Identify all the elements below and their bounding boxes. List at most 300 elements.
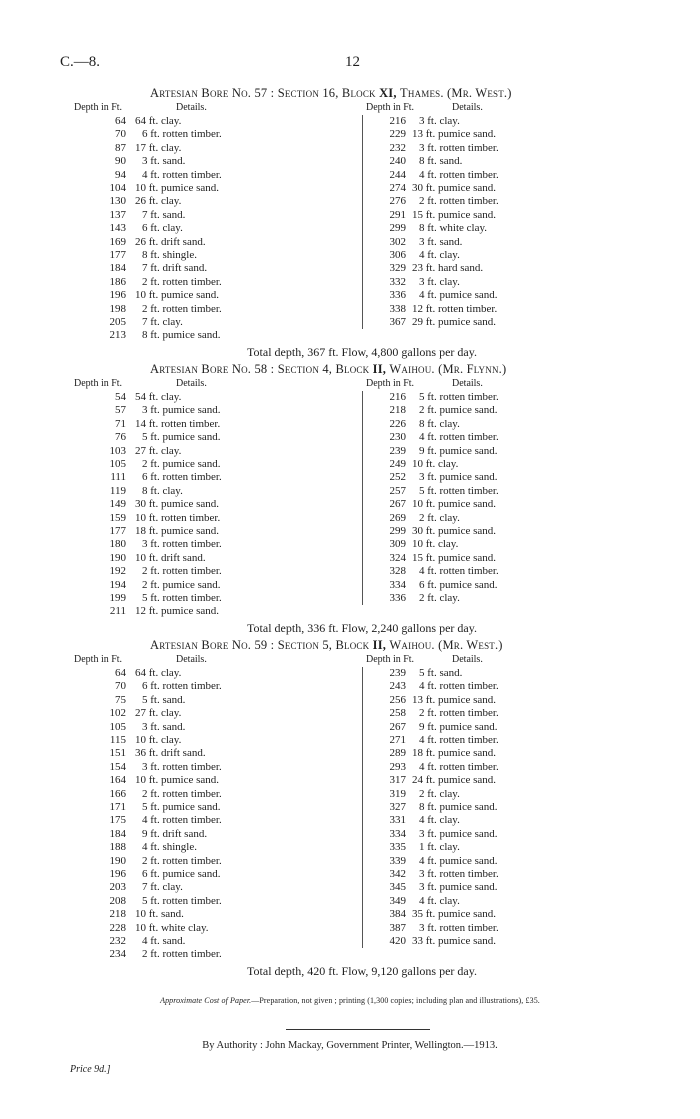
depth-value: 184 [109,262,126,275]
depth-value: 188 [109,841,126,854]
depth-value: 332 [389,275,406,288]
stratum-detail: 8 ft. sand. [419,155,463,168]
stratum-detail: 4 ft. clay. [419,894,460,907]
depth-value: 70 [115,128,126,141]
stratum-detail: 6 ft. rotten timber. [142,680,222,693]
depth-value: 103 [109,444,126,457]
stratum-detail: 14 ft. rotten timber. [135,417,221,430]
depth-value: 196 [109,289,126,302]
table-row [0,605,360,618]
stratum-detail: 3 ft. rotten timber. [419,141,499,154]
table-row [0,169,700,182]
depth-value: 342 [389,868,406,880]
stratum-detail: 5 ft. sand. [419,667,463,679]
depth-value: 306 [389,249,406,261]
stratum-detail: 27 ft. clay. [135,707,182,720]
stratum-detail: 3 ft. rotten timber. [142,760,222,773]
bore-place: Waihou. [389,362,435,376]
document-reference: C.—8. [60,54,101,70]
stratum-detail: 7 ft. sand. [142,208,186,221]
depth-value: 111 [110,471,126,484]
stratum-detail: 2 ft. rotten timber. [419,195,499,208]
total-depth-flow [0,345,700,360]
stratum-detail: 10 ft. pumice sand. [412,498,497,511]
stratum-detail: 3 ft. sand. [419,235,463,248]
depth-value: 119 [109,484,126,497]
stratum-detail: 2 ft. rotten timber. [142,787,222,800]
table-row [0,445,700,458]
depth-value: 57 [115,404,126,417]
table-row [0,881,700,894]
bore-place: Waihou. [389,638,435,652]
stratum-detail: 33 ft. pumice sand. [412,935,497,947]
depth-value: 252 [389,471,406,484]
depth-value: 249 [389,458,406,470]
depth-value: 75 [115,693,126,706]
cost-of-paper-note [0,996,700,1005]
left-details-header: Details. [176,654,207,665]
stratum-detail: 64 ft. clay. [135,115,182,127]
stratum-detail: 26 ft. clay. [135,195,182,208]
stratum-detail: 3 ft. sand. [142,155,186,168]
bore-number: Artesian Bore No. 57 [150,86,268,100]
depth-value: 143 [109,222,126,235]
depth-value: 177 [109,249,126,261]
depth-value: 349 [389,894,406,907]
table-row [0,471,700,484]
table-row [0,908,700,921]
footer-divider [286,1029,430,1030]
depth-value: 216 [389,115,406,127]
left-depth-header: Depth in Ft. [74,102,123,113]
stratum-detail: 3 ft. rotten timber. [419,921,499,934]
stratum-detail: 18 ft. pumice sand. [135,525,220,537]
left-details-header: Details. [176,102,207,113]
depth-value: 240 [389,155,406,168]
depth-value: 256 [389,693,406,706]
depth-value: 239 [389,667,406,679]
stratum-detail: 8 ft. shingle. [142,249,197,261]
bore-block-number: II, [372,638,387,652]
depth-value: 64 [115,667,126,679]
depth-value: 169 [109,235,126,248]
depth-value: 319 [389,787,406,800]
depth-value: 335 [389,841,406,854]
depth-value: 54 [115,391,126,403]
stratum-detail: 30 ft. pumice sand. [135,498,220,511]
table-row [0,868,700,881]
depth-value: 180 [109,538,126,551]
right-details-header: Details. [452,102,483,113]
right-details-header: Details. [452,654,483,665]
right-details-header: Details. [452,378,483,389]
stratum-detail: 10 ft. rotten timber. [135,511,221,524]
stratum-detail: 10 ft. clay. [412,458,459,470]
stratum-detail: 30 ft. pumice sand. [412,525,497,537]
table-row [0,195,700,208]
bore-place: Thames. [400,86,444,100]
stratum-detail: 24 ft. pumice sand. [412,774,497,787]
stratum-detail: 5 ft. rotten timber. [142,592,222,604]
bore-section: Section 4, Block [277,362,370,376]
bore-engineer: (Mr. West.) [447,86,512,100]
depth-value: 291 [389,208,406,221]
stratum-detail: 8 ft. clay. [142,484,183,497]
page-number: 12 [345,54,360,70]
column-divider [362,667,363,948]
right-depth-header: Depth in Ft. [366,378,415,389]
depth-value: 208 [109,894,126,907]
table-row [0,680,700,693]
stratum-detail: 13 ft. pumice sand. [412,128,497,141]
stratum-detail: 15 ft. pumice sand. [412,551,497,564]
depth-value: 226 [389,417,406,430]
depth-value: 331 [389,814,406,827]
table-row [0,948,360,961]
table-row [0,142,700,155]
left-depth-header: Depth in Ft. [74,378,123,389]
depth-value: 213 [109,329,126,342]
table-row [0,431,700,444]
table-row [0,498,700,511]
depth-value: 105 [109,720,126,733]
stratum-detail: 17 ft. clay. [135,141,182,154]
bore-section: Section 5, Block [277,638,370,652]
table-row [0,276,700,289]
stratum-detail: 10 ft. clay. [412,538,459,551]
bore-title: Artesian Bore No. 57 : Section 16, Block XI, Thames. (Mr. West.) [150,86,512,100]
depth-value: 159 [109,511,126,524]
price-note: Price 9d.] [70,1064,111,1075]
depth-value: 289 [389,747,406,760]
depth-value: 324 [389,551,406,564]
depth-value: 384 [389,908,406,921]
stratum-detail: 2 ft. rotten timber. [142,948,222,961]
depth-value: 309 [389,538,406,551]
depth-value: 90 [115,155,126,168]
stratum-detail: 8 ft. pumice sand. [142,329,221,342]
depth-value: 336 [389,592,406,604]
table-row [0,922,700,935]
bore-engineer: (Mr. Flynn.) [438,362,507,376]
depth-value: 151 [109,747,126,760]
depth-value: 164 [109,774,126,787]
depth-value: 229 [389,128,406,141]
stratum-detail: 2 ft. rotten timber. [142,565,222,578]
table-row [0,289,700,302]
depth-value: 64 [115,115,126,127]
table-row [0,552,700,565]
stratum-detail: 4 ft. rotten timber. [419,565,499,578]
depth-value: 71 [115,417,126,430]
table-row [0,155,700,168]
depth-value: 232 [109,935,126,947]
stratum-detail: 4 ft. rotten timber. [419,760,499,773]
depth-value: 105 [109,458,126,470]
stratum-detail: 9 ft. pumice sand. [419,720,498,733]
depth-value: 334 [389,578,406,591]
table-row [0,303,700,316]
depth-value: 190 [109,551,126,564]
stratum-detail: 5 ft. rotten timber. [419,391,499,403]
stratum-detail: 64 ft. clay. [135,667,182,679]
stratum-detail: 29 ft. pumice sand. [412,316,497,328]
stratum-detail: 8 ft. white clay. [419,222,488,235]
depth-value: 171 [109,801,126,813]
depth-value: 230 [389,431,406,444]
depth-value: 339 [389,854,406,867]
cost-label: Approximate Cost of Paper. [160,996,252,1005]
stratum-detail: 2 ft. clay. [419,592,460,604]
stratum-detail: 4 ft. clay. [419,814,460,827]
depth-value: 186 [109,275,126,288]
table-row [0,721,700,734]
table-row [0,485,700,498]
stratum-detail: 5 ft. rotten timber. [142,894,222,907]
table-row [0,814,700,827]
depth-value: 299 [389,222,406,235]
column-headers [0,654,700,666]
right-depth-header: Depth in Ft. [366,102,415,113]
table-row [0,935,700,948]
table-row [0,512,700,525]
stratum-detail: 5 ft. rotten timber. [419,484,499,497]
stratum-detail: 2 ft. pumice sand. [419,404,498,417]
stratum-detail: 15 ft. pumice sand. [412,208,497,221]
stratum-detail: 2 ft. rotten timber. [142,854,222,867]
depth-value: 328 [389,565,406,578]
depth-value: 274 [389,182,406,194]
depth-value: 234 [109,948,126,961]
stratum-detail: 1 ft. clay. [419,841,460,854]
stratum-detail: 10 ft. drift sand. [135,551,206,564]
table-row [0,565,700,578]
bore-title: Artesian Bore No. 58 : Section 4, Block II, Waihou. (Mr. Flynn.) [150,362,507,376]
depth-value: 317 [389,774,406,787]
table-row [0,788,700,801]
depth-value: 199 [109,592,126,604]
stratum-detail: 4 ft. rotten timber. [419,168,499,181]
table-row [0,855,700,868]
table-row [0,579,700,592]
bore-block-number: II, [372,362,387,376]
depth-value: 76 [115,431,126,444]
depth-value: 239 [389,444,406,457]
depth-value: 329 [389,262,406,275]
stratum-detail: 7 ft. drift sand. [142,262,208,275]
stratum-detail: 2 ft. rotten timber. [142,275,222,288]
depth-value: 271 [389,734,406,746]
depth-value: 387 [389,921,406,934]
bore-section: Section 16, Block [277,86,376,100]
stratum-detail: 4 ft. pumice sand. [419,289,498,302]
stratum-detail: 2 ft. rotten timber. [419,707,499,720]
depth-value: 203 [109,881,126,894]
stratum-detail: 3 ft. pumice sand. [142,404,221,417]
left-depth-header: Depth in Ft. [74,654,123,665]
stratum-detail: 10 ft. pumice sand. [135,289,220,302]
table-row [0,458,700,471]
depth-value: 257 [389,484,406,497]
table-row [0,222,700,235]
table-row [0,734,700,747]
depth-value: 198 [109,302,126,315]
stratum-detail: 26 ft. drift sand. [135,235,206,248]
depth-value: 267 [389,498,406,511]
table-row [0,747,700,760]
depth-value: 232 [389,141,406,154]
bore-number: Artesian Bore No. 58 [150,362,268,376]
depth-value: 154 [109,760,126,773]
stratum-detail: 4 ft. sand. [142,935,186,947]
stratum-detail: 2 ft. clay. [419,511,460,524]
table-row [0,841,700,854]
table-row [0,801,700,814]
total-depth-flow [0,621,700,636]
table-row [0,761,700,774]
table-row [0,115,700,128]
depth-value: 327 [389,801,406,813]
stratum-detail: 3 ft. pumice sand. [419,827,498,840]
table-row [0,538,700,551]
stratum-detail: 2 ft. pumice sand. [142,458,221,470]
depth-value: 184 [109,827,126,840]
depth-value: 115 [109,734,126,746]
stratum-detail: 4 ft. clay. [419,249,460,261]
depth-value: 338 [389,302,406,315]
stratum-detail: 4 ft. rotten timber. [419,431,499,444]
depth-value: 177 [109,525,126,537]
table-row [0,128,700,141]
table-row [0,418,700,431]
depth-value: 87 [115,141,126,154]
stratum-detail: 18 ft. pumice sand. [412,747,497,760]
depth-value: 70 [115,680,126,693]
stratum-detail: 13 ft. pumice sand. [412,693,497,706]
stratum-detail: 4 ft. rotten timber. [142,814,222,827]
stratum-detail: 4 ft. shingle. [142,841,197,854]
depth-value: 269 [389,511,406,524]
stratum-detail: 36 ft. drift sand. [135,747,206,760]
stratum-detail: 5 ft. sand. [142,693,186,706]
stratum-detail: 5 ft. pumice sand. [142,801,221,813]
table-row [0,404,700,417]
stratum-detail: 5 ft. pumice sand. [142,431,221,444]
stratum-detail: 7 ft. clay. [142,881,183,894]
stratum-detail: 3 ft. pumice sand. [419,471,498,484]
stratum-detail: 10 ft. pumice sand. [135,774,220,787]
depth-value: 216 [389,391,406,403]
stratum-detail: 3 ft. clay. [419,115,460,127]
left-details-header: Details. [176,378,207,389]
depth-value: 175 [109,814,126,827]
stratum-detail: 2 ft. pumice sand. [142,578,221,591]
stratum-detail: 54 ft. clay. [135,391,182,403]
depth-value: 104 [109,182,126,194]
depth-value: 420 [389,935,406,947]
depth-value: 194 [109,578,126,591]
depth-value: 149 [109,498,126,511]
stratum-detail: 8 ft. pumice sand. [419,801,498,813]
depth-value: 218 [389,404,406,417]
total-text: Total depth, 420 ft. Flow, 9,120 gallons per day. [247,963,477,978]
table-row [0,707,700,720]
depth-value: 102 [109,707,126,720]
table-row [0,316,700,329]
column-divider [362,391,363,605]
table-row [0,774,700,787]
stratum-detail: 10 ft. sand. [135,908,184,921]
stratum-detail: 6 ft. clay. [142,222,183,235]
depth-value: 190 [109,854,126,867]
stratum-detail: 6 ft. pumice sand. [142,868,221,880]
stratum-detail: 6 ft. pumice sand. [419,578,498,591]
stratum-detail: 7 ft. clay. [142,316,183,328]
table-row [0,895,700,908]
total-text: Total depth, 367 ft. Flow, 4,800 gallons per day. [247,344,477,359]
depth-value: 299 [389,525,406,537]
stratum-detail: 4 ft. rotten timber. [142,168,222,181]
depth-value: 336 [389,289,406,302]
table-row [0,209,700,222]
depth-value: 130 [109,195,126,208]
depth-value: 267 [389,720,406,733]
table-row [0,249,700,262]
table-row [0,329,360,342]
stratum-detail: 35 ft. pumice sand. [412,908,497,921]
depth-value: 244 [389,168,406,181]
stratum-detail: 4 ft. rotten timber. [419,734,499,746]
bore-title: Artesian Bore No. 59 : Section 5, Block II, Waihou. (Mr. West.) [150,638,503,652]
stratum-detail: 27 ft. clay. [135,444,182,457]
depth-value: 196 [109,868,126,880]
depth-value: 276 [389,195,406,208]
table-row [0,667,700,680]
stratum-detail: 12 ft. pumice sand. [135,605,220,618]
stratum-detail: 10 ft. clay. [135,734,182,746]
table-row [0,236,700,249]
depth-value: 166 [109,787,126,800]
bore-engineer: (Mr. West.) [438,638,503,652]
stratum-detail: 9 ft. pumice sand. [419,444,498,457]
depth-value: 137 [109,208,126,221]
depth-value: 228 [109,921,126,934]
bore-number: Artesian Bore No. 59 [150,638,268,652]
stratum-detail: 10 ft. pumice sand. [135,182,220,194]
table-row [0,828,700,841]
total-depth-flow [0,964,700,979]
total-text: Total depth, 336 ft. Flow, 2,240 gallons per day. [247,620,477,635]
depth-value: 293 [389,760,406,773]
stratum-detail: 8 ft. clay. [419,417,460,430]
column-divider [362,115,363,329]
stratum-detail: 3 ft. rotten timber. [142,538,222,551]
printer-authority: By Authority : John Mackay, Government Printer, Wellington.—1913. [202,1040,498,1051]
depth-value: 367 [389,316,406,328]
depth-value: 218 [109,908,126,921]
stratum-detail: 2 ft. clay. [419,787,460,800]
bore-block-number: XI, [379,86,397,100]
stratum-detail: 2 ft. rotten timber. [142,302,222,315]
depth-value: 192 [109,565,126,578]
stratum-detail: 4 ft. rotten timber. [419,680,499,693]
table-row [0,525,700,538]
stratum-detail: 30 ft. pumice sand. [412,182,497,194]
depth-value: 345 [389,881,406,894]
table-row [0,592,700,605]
table-row [0,182,700,195]
table-row [0,391,700,404]
